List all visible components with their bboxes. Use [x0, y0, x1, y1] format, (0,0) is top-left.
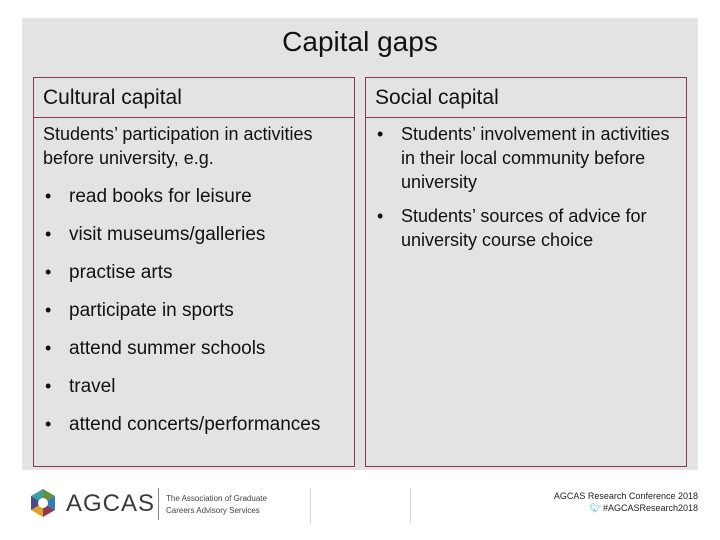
social-capital-panel — [365, 77, 687, 467]
list-item: • attend summer schools — [43, 336, 354, 361]
list-item: • participate in sports — [43, 298, 354, 323]
agcas-logo-icon — [28, 488, 58, 518]
cultural-capital-header: Cultural capital — [34, 78, 354, 118]
list-item: • Students’ involvement in activities in their local community before university — [375, 122, 686, 194]
list-item: • travel — [43, 374, 354, 399]
cultural-capital-panel — [33, 77, 355, 467]
list-item: • practise arts — [43, 260, 354, 285]
list-item: • Students’ sources of advice for university course choice — [375, 204, 686, 252]
footer-divider — [310, 488, 311, 524]
list-item: • visit museums/galleries — [43, 222, 354, 247]
logo-divider — [158, 488, 159, 520]
agcas-logo-text: AGCAS — [66, 490, 156, 517]
conference-name: AGCAS Research Conference 2018 — [553, 491, 698, 501]
list-item: • read books for leisure — [43, 184, 354, 209]
social-capital-header: Social capital — [366, 78, 686, 118]
footer-divider — [410, 488, 411, 524]
conference-hashtag[interactable]: #AGCASResearch2018 — [602, 503, 698, 513]
social-bullet-list — [375, 122, 686, 252]
list-item: • attend concerts/performances — [43, 412, 354, 437]
cultural-intro-text: Students’ participation in activities before university, e.g. — [43, 124, 313, 168]
slide-title: Capital gaps — [282, 26, 438, 57]
association-line-1: The Association of Graduate — [166, 494, 267, 503]
association-name — [166, 493, 267, 517]
conference-info — [554, 490, 698, 514]
association-line-2: Careers Advisory Services — [166, 506, 260, 515]
cultural-bullet-list — [43, 184, 354, 437]
twitter-bird-icon: 🐦︎ — [589, 503, 601, 513]
